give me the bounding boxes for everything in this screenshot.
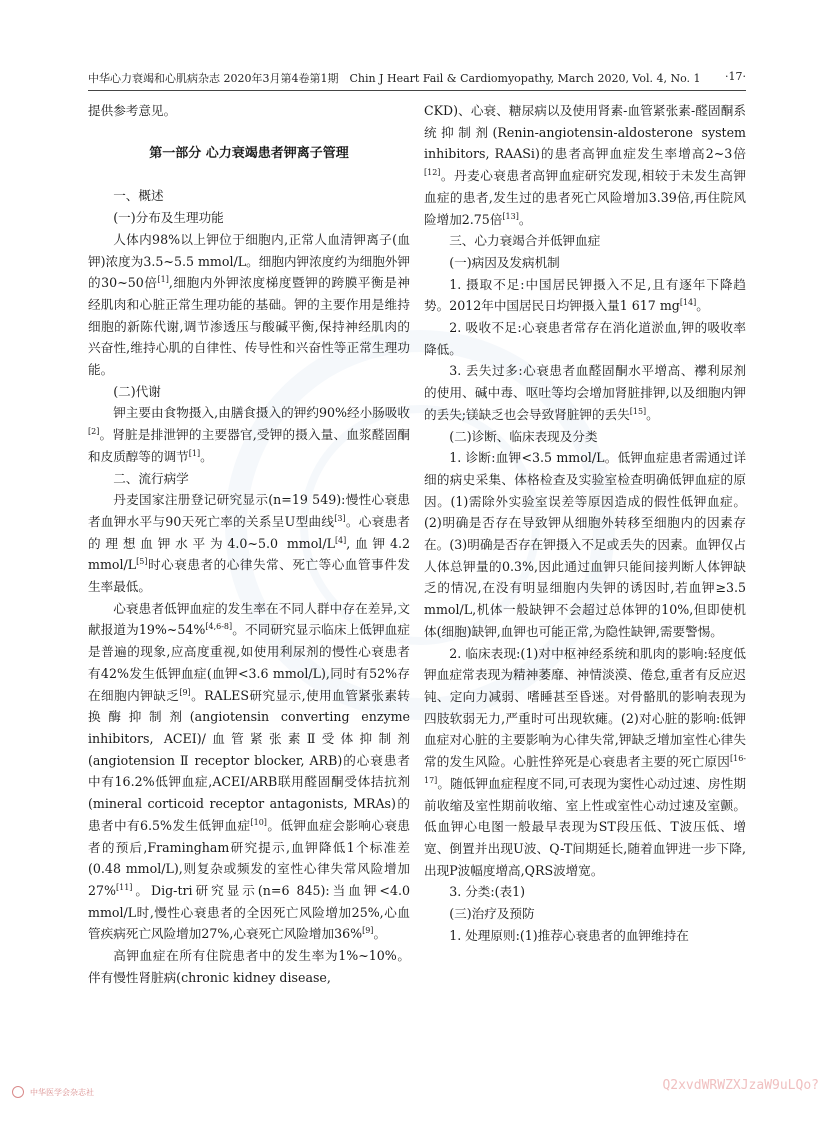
paragraph: 高钾血症在所有住院患者中的发生率为1%~10%。伴有慢性肾脏病(chronic kidney disease,	[88, 948, 410, 985]
citation-ref: [12]	[424, 167, 441, 177]
publisher-logo-text: 中华医学会杂志社	[30, 1087, 94, 1097]
paragraph: (一)病因及发病机制	[449, 254, 560, 270]
citation-ref: [11]	[116, 882, 133, 892]
section-heading: 第一部分 心力衰竭患者钾离子管理	[149, 145, 349, 161]
paragraph: 1. 处理原则:(1)推荐心衰患者的血钾维持在	[449, 927, 689, 943]
paragraph: 1. 诊断:血钾<3.5 mmol/L。低钾血症患者需通过详细的病史采集、体格检查及实验室检查明确低钾血症的原因。(1)需除外实验室误差等原因造成的假性低钾血症。(2)明确是否存在导致钾从细胞外转移至细胞内的因素存在。(3)明确是否存在钾摄入不足或丢失的因素。血钾仅占人体总钾量的0.3%,因此通过血钾只能间接判断人体钾缺乏的情况,在没有明显细胞内失钾的诱因时,若血钾≥3.5 mmol/L,机体一般缺钾不会超过总体钾的10%,但即使机体(细胞)缺钾,血钾也可能正常,为隐性缺钾,需要警惕。	[424, 450, 746, 639]
citation-ref: [3]	[334, 513, 346, 523]
publisher-logo	[12, 1084, 94, 1100]
paragraph: 丹麦国家注册登记研究显示(n=19 549):慢性心衰患者血钾水平与90天死亡率的关系呈U型曲线[3]。心衰患者的理想血钾水平为4.0~5.0 mmol/L[4],血钾4.2 mmol/L[5]时心衰患者的心律失常、死亡等心血管事件发生率最低。	[88, 492, 411, 595]
citation-ref: [15]	[629, 406, 647, 416]
paragraph: 二、流行病学	[113, 470, 189, 486]
page-number: ·17·	[725, 70, 746, 83]
paragraph: (一)分布及生理功能	[113, 210, 224, 226]
citation-ref: [1]	[188, 448, 201, 458]
journal-citation: 中华心力衰竭和心肌病杂志 2020年3月第4卷第1期 Chin J Heart Fail & Cardiomyopathy, March 2020, Vol. 4, No. 1	[88, 72, 701, 85]
citation-ref: [4,6-8]	[205, 622, 233, 632]
citation-ref: [4]	[334, 535, 347, 545]
citation-ref: [14]	[679, 298, 697, 308]
running-header	[88, 70, 746, 86]
paragraph: 钾主要由食物摄入,由膳食摄入的钾约90%经小肠吸收[2]。肾脏是排泄钾的主要器官,受钾的摄入量、血浆醛固酮和皮质醇等的调节[1]。	[88, 405, 410, 464]
citation-ref: [13]	[502, 211, 519, 221]
paragraph: (三)治疗及预防	[449, 906, 535, 922]
paragraph: 3. 丢失过多:心衰患者血醛固酮水平增高、襻利尿剂的使用、碱中毒、呕吐等均会增加肾脏排钾,以及细胞内钾的丢失;镁缺乏也会导致肾脏钾的丢失[15]。	[424, 363, 746, 422]
citation-ref: [9]	[362, 926, 374, 936]
paragraph: 3. 分类:(表1)	[449, 884, 526, 900]
citation-ref: [2]	[88, 426, 100, 436]
left-column	[88, 100, 410, 988]
citation-ref: [5]	[136, 557, 148, 567]
paragraph: 人体内98%以上钾位于细胞内,正常人血清钾离子(血钾)浓度为3.5~5.5 mmol/L。细胞内钾浓度约为细胞外钾的30~50倍[1],细胞内外钾浓度梯度暨钾的跨膜平衡是神经肌肉和心脏正常生理功能的基础。钾的主要作用是维持细胞的新陈代谢,调节渗透压与酸碱平衡,保持神经肌肉的兴奋性,维持心肌的自律性、传导性和兴奋性等正常生理功能。	[88, 231, 410, 378]
paragraph: 心衰患者低钾血症的发生率在不同人群中存在差异,文献报道为19%~54%[4,6-8]。不同研究显示临床上低钾血症是普遍的现象,应高度重视,如使用利尿剂的慢性心衰患者有42%发生低钾血症(血钾<3.6 mmol/L),同时有52%存在细胞内钾缺乏[9]。RALES研究显示,使用血管紧张素转换酶抑制剂(angiotensin converting enzyme inhibitors, ACEI)/血管紧张素Ⅱ受体抑制剂(angiotension Ⅱ receptor blocker, ARB)的心衰患者中有16.2%低钾血症,ACEI/ARB联用醛固酮受体拮抗剂(mineral corticoid receptor antagonists, MRAs)的患者中有6.5%发生低钾血症[10]。低钾血症会影响心衰患者的预后,Framingham研究提示,血钾降低1个标准差(0.48 mmol/L),则复杂或频发的室性心律失常风险增加27%[11]。Dig-tri研究显示(n=6 845):当血钾<4.0 mmol/L时,慢性心衰患者的全因死亡风险增加25%,心血管疾病死亡风险增加27%,心衰死亡风险增加36%[9]。	[88, 600, 411, 942]
right-column	[424, 100, 746, 946]
paragraph: 1. 摄取不足:中国居民钾摄入不足,且有逐年下降趋势。2012年中国居民日均钾摄入量1 617 mg[14]。	[424, 276, 746, 314]
citation-ref: [9]	[179, 687, 191, 697]
paragraph: 提供参考意见。	[88, 103, 177, 118]
paragraph: 一、概述	[113, 188, 164, 204]
paragraph: CKD)、心衰、糖尿病以及使用肾素-血管紧张素-醛固酮系统抑制剂(Renin-angiotensin-aldosterone system inhibitors, RAASi)的患者高钾血症发生率增高2~3倍[12]。丹麦心衰患者高钾血症研究发现,相较于未发生高钾血症的患者,发生过的患者死亡风险增加3.39倍,再住院风险增加2.75倍[13]。	[424, 103, 746, 227]
footer-watermark-code: Q2xvdWRWZXJzaW9uLQo?	[662, 1078, 819, 1093]
paragraph: 2. 临床表现:(1)对中枢神经系统和肌肉的影响:轻度低钾血症常表现为精神萎靡、神情淡漠、倦怠,重者有反应迟钝、定向力减弱、嗜睡甚至昏迷。对骨骼肌的影响表现为四肢软弱无力,严重时可出现软瘫。(2)对心脏的影响:低钾血症对心脏的主要影响为心律失常,钾缺乏增加室性心律失常的发生风险。心脏性猝死是心衰患者主要的死亡原因[16-17]。随低钾血症程度不同,可表现为窦性心动过速、房性期前收缩及室性期前收缩、室上性或室性心动过速及室颤。低血钾心电图一般最早表现为ST段压低、T波压低、增宽、倒置并出现U波、Q-T间期延长,随着血钾进一步下降,出现P波幅度增高,QRS波增宽。	[424, 645, 746, 878]
citation-ref: [16-17]	[424, 753, 746, 785]
citation-ref: [1]	[157, 275, 169, 285]
logo-icon	[12, 1086, 24, 1098]
citation-ref: [10]	[250, 817, 267, 827]
paragraph: (二)诊断、临床表现及分类	[449, 428, 598, 444]
paragraph: 三、心力衰竭合并低钾血症	[449, 233, 601, 249]
header-rule	[88, 90, 746, 91]
paragraph: (二)代谢	[113, 383, 161, 399]
paragraph: 2. 吸收不足:心衰患者常存在消化道淤血,钾的吸收率降低。	[424, 320, 746, 357]
